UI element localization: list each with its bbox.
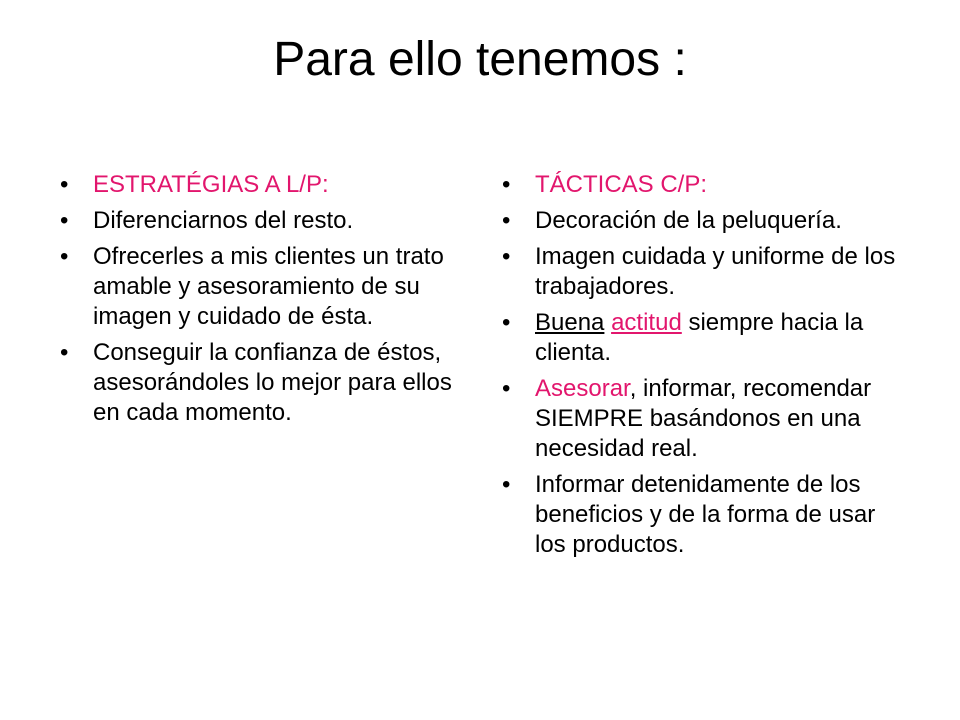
list-item-text: Decoración de la peluquería. bbox=[535, 207, 842, 234]
bullet-icon: • bbox=[502, 207, 511, 234]
tactics-heading-text: TÁCTICAS C/P: bbox=[535, 171, 708, 198]
link-buena[interactable]: Buena bbox=[535, 309, 605, 336]
bullet-icon: • bbox=[502, 171, 511, 198]
list-item-text: Imagen cuidada y uniforme de los trabajadores. bbox=[535, 243, 896, 300]
list-item bbox=[500, 470, 910, 560]
list-item bbox=[58, 206, 468, 236]
list-item-text: Diferenciarnos del resto. bbox=[93, 207, 354, 234]
list-item bbox=[500, 374, 910, 464]
bullet-icon: • bbox=[502, 471, 511, 498]
bullet-icon: • bbox=[502, 375, 511, 402]
list-item bbox=[58, 242, 468, 332]
bullet-icon: • bbox=[502, 309, 511, 336]
list-item-text: Conseguir la confianza de éstos, asesorándoles lo mejor para ellos en cada momento. bbox=[93, 339, 452, 426]
list-item bbox=[500, 242, 910, 302]
strategies-heading-text: ESTRATÉGIAS A L/P: bbox=[93, 171, 329, 198]
bullet-icon: • bbox=[60, 171, 69, 198]
list-item-text: Informar detenidamente de los beneficios y de la forma de usar los productos. bbox=[535, 471, 876, 558]
link-actitud[interactable]: actitud bbox=[611, 309, 682, 336]
slide-title: Para ello tenemos : bbox=[273, 33, 687, 86]
list-item bbox=[58, 338, 468, 428]
strategies-heading bbox=[58, 170, 468, 200]
list-item-text: siempre hacia la clienta. bbox=[535, 309, 864, 366]
bullet-icon: • bbox=[60, 243, 69, 270]
list-item-text: , informar, recomendar SIEMPRE basándonos en una necesidad real. bbox=[535, 375, 872, 462]
list-item-text: Ofrecerles a mis clientes un trato amable y asesoramiento de su imagen y cuidado de ésta. bbox=[93, 243, 444, 330]
highlight-asesorar: Asesorar bbox=[535, 375, 630, 402]
tactics-list bbox=[500, 170, 910, 566]
strategies-list bbox=[58, 170, 468, 434]
bullet-icon: • bbox=[60, 339, 69, 366]
list-item bbox=[500, 308, 910, 368]
list-item bbox=[500, 206, 910, 236]
tactics-heading bbox=[500, 170, 910, 200]
bullet-icon: • bbox=[502, 243, 511, 270]
bullet-icon: • bbox=[60, 207, 69, 234]
